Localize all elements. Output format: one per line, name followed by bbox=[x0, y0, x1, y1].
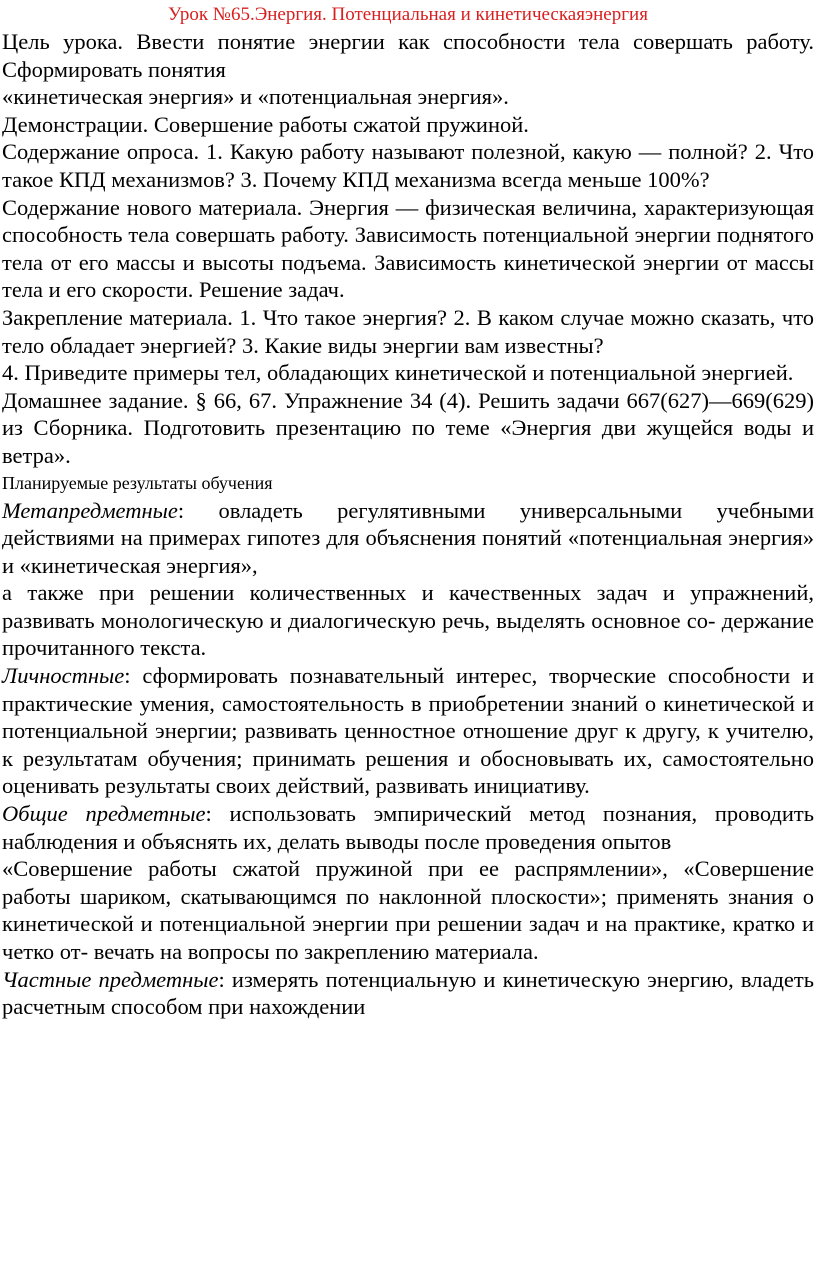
personal-results bbox=[2, 662, 814, 800]
specific-subject-label: Частные предметные bbox=[2, 966, 219, 992]
general-subject-results bbox=[2, 800, 814, 855]
new-material-content: Содержание нового материала. Энергия — физическая величина, характеризующая способность тела совершать работу. Зависимость потенциальной энергии поднятого тела от его массы и высоты подъема. Зависимость кинетической энергии от массы тела и его скорости. Решение задач. bbox=[2, 194, 814, 303]
specific-subject-results bbox=[2, 966, 814, 1021]
lesson-goal: Цель урока. Ввести понятие энергии как способности тела совершать работу. Сформировать понятия bbox=[2, 29, 814, 82]
general-subject-text: : использовать эмпирический метод познания, проводить наблюдения и объяснять их, делать выводы после проведения опытов bbox=[2, 801, 815, 854]
meta-subject-results-cont: а также при решении количественных и качественных задач и упражнений, развивать монологическую и диалогическую речь, выделять основное со- держание прочитанного текста. bbox=[2, 580, 814, 661]
meta-subject-text: : овладеть регулятивными универсальными учебными действиями на примерах гипотез для объяснения понятий «потенциальная энергия» и «кинетическая энергия», bbox=[2, 497, 814, 578]
specific-subject-text: : измерять потенциальную и кинетическую энергию, владеть расчетным способом при нахождении bbox=[2, 966, 814, 1020]
homework: Домашнее задание. § 66, 67. Упражнение 34 (4). Решить задачи 667(627)—669(629) из Сборника. Подготовить презентацию по теме «Энергия дви жущейся воды и ветра». bbox=[2, 387, 814, 468]
consolidation-question-4: 4. Приведите примеры тел, обладающих кинетической и потенциальной энергией. bbox=[2, 360, 794, 386]
demonstrations: Демонстрации. Совершение работы сжатой пружиной. bbox=[2, 111, 529, 137]
lesson-goal-concepts: «кинетическая энергия» и «потенциальная энергия». bbox=[2, 84, 509, 110]
general-subject-label: Общие предметные bbox=[2, 801, 206, 827]
general-subject-results-cont: «Совершение работы сжатой пружиной при ее распрямлении», «Совершение работы шариком, скатывающимся по наклонной плоскости»; применять знания о кинетической и потенциальной энергии при решении задач и на практике, кратко и четко от- вечать на вопросы по закреплению материала. bbox=[2, 856, 814, 964]
meta-subject-label: Метапредметные bbox=[2, 497, 178, 523]
survey-content: Содержание опроса. 1. Какую работу называют полезной, какую — полной? 2. Что такое КПД механизмов? 3. Почему КПД механизма всегда меньше 100%? bbox=[2, 139, 814, 192]
lesson-title: Урок №65.Энергия. Потенциальная и кинетическаяэнергия bbox=[168, 4, 648, 25]
results-heading: Планируемые результаты обучения bbox=[2, 472, 273, 493]
planned-results bbox=[2, 497, 814, 1021]
personal-label: Личностные bbox=[2, 663, 125, 689]
lesson-plan bbox=[2, 28, 814, 470]
personal-text: : сформировать познавательный интерес, творческие способности и практические умения, самостоятельность в приобретении знаний о кинетической и потенциальной энергии; развивать ценностное отношение друг к другу, к учителю, к результатам обучения; принимать решения и обосновывать их, самостоятельно оценивать результаты своих действий, развивать инициативу. bbox=[2, 663, 814, 799]
consolidation-content: Закрепление материала. 1. Что такое энергия? 2. В каком случае можно сказать, что тело обладает энергией? 3. Какие виды энергии вам известны? bbox=[2, 304, 814, 358]
meta-subject-results bbox=[2, 497, 814, 580]
